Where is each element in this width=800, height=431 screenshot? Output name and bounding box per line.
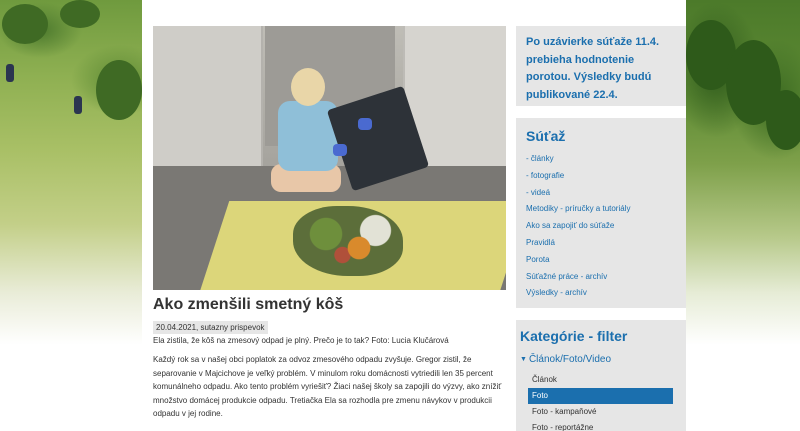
category-item-foto-kampanove[interactable]: Foto - kampaňové xyxy=(532,407,597,416)
contest-link-videa[interactable]: - videá xyxy=(526,187,551,197)
article-body: Každý rok sa v našej obci poplatok za odvoz zmesového odpadu zvyšuje. Gregor zistil, že separovanie v Majcichove je veľký problém. V minulom roku domácnosti vytriedili len 35 percent komunálneho odpadu. Ako tento problém vyriešiť? Žiaci našej školy sa zapojili do výzvy, ako znížiť množstvo domácej produkcie odpadu. Tretiačka Ela sa rozhodla pre zmenu návykov v produkcii odpadu v jej rodine. xyxy=(153,355,502,419)
contest-panel-title: Súťaž xyxy=(526,128,566,144)
category-group-toggle[interactable] xyxy=(520,352,681,366)
category-item-foto-reportazne[interactable]: Foto - reportážne xyxy=(532,423,594,431)
category-list xyxy=(520,372,681,431)
category-item-clanok[interactable]: Článok xyxy=(532,375,557,384)
contest-menu xyxy=(526,151,676,302)
caret-down-icon: ▼ xyxy=(520,355,527,363)
category-panel-title: Kategórie - filter xyxy=(520,328,628,344)
category-item-foto[interactable]: Foto xyxy=(528,388,673,404)
trees-background-right xyxy=(686,0,800,431)
notice-panel xyxy=(516,26,686,106)
contest-link-vysledky-archiv[interactable]: Výsledky - archív xyxy=(526,288,587,298)
category-group-label: Článok/Foto/Video xyxy=(528,353,612,365)
contest-link-clanky[interactable]: - články xyxy=(526,154,554,163)
category-filter-panel xyxy=(516,320,686,431)
contest-link-pravidla[interactable]: Pravidlá xyxy=(526,237,555,247)
article-photo[interactable] xyxy=(153,26,506,290)
main-content xyxy=(142,0,686,431)
article-title[interactable]: Ako zmenšili smetný kôš xyxy=(153,296,344,313)
contest-link-fotografie[interactable]: - fotografie xyxy=(526,170,565,180)
contest-link-metodiky[interactable]: Metodiky - príručky a tutoriály xyxy=(526,204,631,214)
notice-text: Po uzávierke súťaže 11.4. prebieha hodnotenie porotou. Výsledky budú publikované 22.4. xyxy=(526,36,660,101)
contest-link-ako-sa-zapojit[interactable]: Ako sa zapojiť do súťaže xyxy=(526,221,615,231)
meadow-background-left xyxy=(0,0,142,431)
contest-link-sutazne-prace-archiv[interactable]: Súťažné práce - archív xyxy=(526,271,608,281)
contest-link-porota[interactable]: Porota xyxy=(526,254,550,264)
article-meta: 20.04.2021, sutazny prispevok xyxy=(153,321,268,334)
photo-caption: Ela zistila, že kôš na zmesový odpad je plný. Prečo je to tak? Foto: Lucia Klučárová xyxy=(153,336,449,345)
contest-panel xyxy=(516,118,686,308)
